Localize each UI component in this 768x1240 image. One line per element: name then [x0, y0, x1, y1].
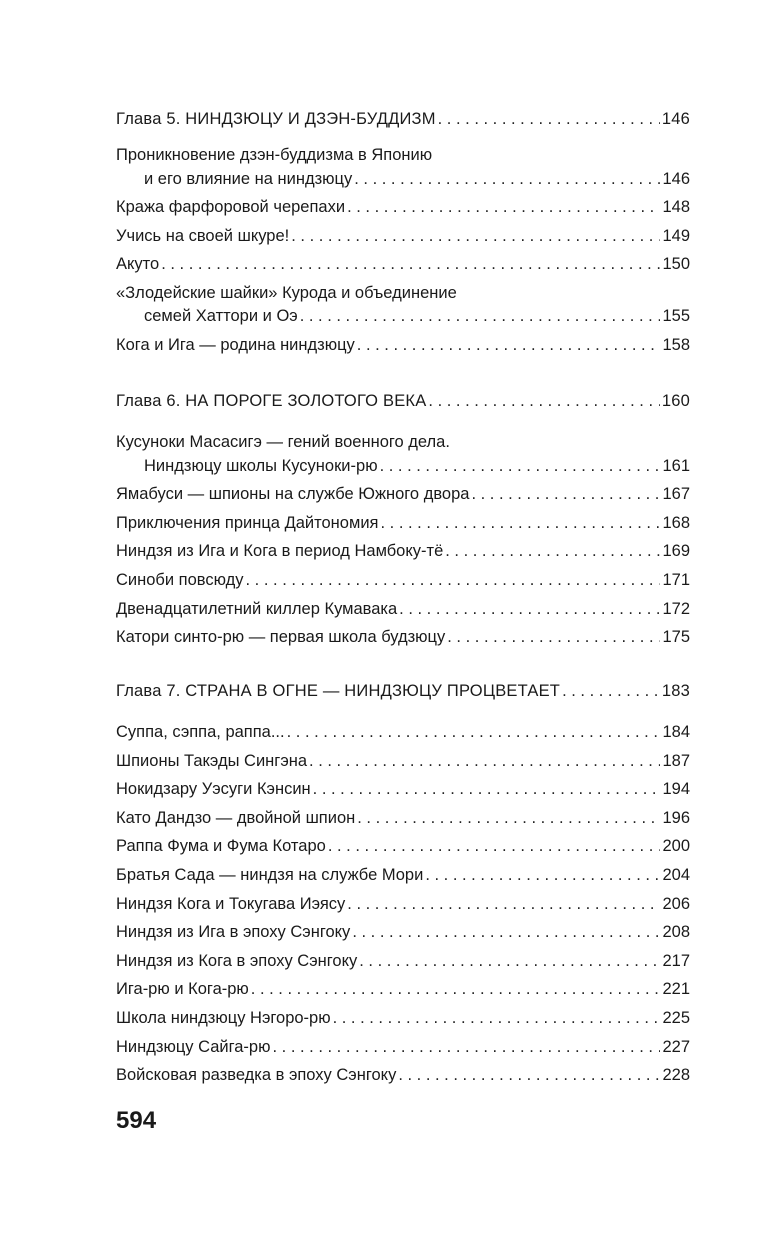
dot-leader — [309, 750, 660, 772]
toc-entry-page: 148 — [662, 198, 690, 217]
toc-entry — [116, 950, 690, 972]
toc-entry-page: 168 — [662, 513, 690, 532]
toc-entry-page: 187 — [662, 751, 690, 770]
dot-leader — [272, 1036, 660, 1058]
toc-entry-title: Ниндзюцу школы Кусуноки-рю — [144, 456, 378, 475]
dot-leader — [161, 253, 660, 275]
chapter-heading-page: 183 — [661, 682, 690, 700]
chapter-heading-page: 160 — [661, 392, 690, 410]
dot-leader — [333, 1007, 661, 1029]
dot-leader — [328, 835, 661, 857]
toc-entry-title: Приключения принца Дайтономия — [116, 513, 379, 532]
toc-entry-title: Ниндзя из Ига и Кога в период Намбоку-тё — [116, 542, 444, 561]
toc-entry-title: Акуто — [116, 255, 160, 274]
toc-entry-page: 200 — [662, 837, 690, 856]
toc-entry-title: и его влияние на ниндзюцу — [144, 169, 353, 188]
toc-entry-page: 158 — [662, 336, 690, 354]
dot-leader — [300, 305, 661, 327]
chapter-heading-title: Глава 7. СТРАНА В ОГНЕ — НИНДЗЮЦУ ПРОЦВЕТАЕТ — [116, 682, 561, 700]
toc-entry-title: Двенадцатилетний киллер Кумавака — [116, 599, 398, 618]
toc-entry-title: Войсковая разведка в эпоху Сэнгоку — [116, 1066, 397, 1085]
toc-entry-title: Ямабуси — шпионы на службе Южного двора — [116, 485, 470, 504]
toc-entry — [116, 864, 690, 886]
toc-entry-page: 208 — [662, 923, 690, 942]
toc-entry — [116, 835, 690, 857]
toc-entry-page: 206 — [662, 894, 690, 913]
toc-entry-title: Ига-рю и Кога-рю — [116, 980, 249, 999]
dot-leader — [357, 334, 661, 356]
chapter-heading-title: Глава 5. НИНДЗЮЦУ И ДЗЭН-БУДДИЗМ — [116, 110, 436, 128]
dot-leader — [428, 390, 659, 412]
toc-entry-page: 228 — [662, 1066, 690, 1085]
chapter-heading-title: Глава 6. НА ПОРОГЕ ЗОЛОТОГО ВЕКА — [116, 392, 427, 410]
toc-entry — [144, 305, 690, 327]
toc-entry-page: 217 — [662, 951, 690, 970]
toc-entry-first-line: Кусуноки Масасигэ — гений военного дела. — [116, 433, 450, 451]
toc-entry-page: 184 — [662, 723, 690, 741]
toc-entry-page: 221 — [662, 980, 690, 999]
toc-entry — [116, 569, 690, 591]
toc-entry — [116, 253, 690, 275]
toc-entry-first-line: Проникновение дзэн-буддизма в Японию — [116, 146, 433, 164]
toc-entry — [116, 512, 690, 534]
toc-entry — [116, 1007, 690, 1029]
toc-entry — [144, 168, 690, 190]
dot-leader — [291, 225, 660, 247]
toc-entry-page: 167 — [662, 485, 690, 504]
dot-leader — [380, 512, 660, 534]
toc-entry — [116, 334, 690, 356]
chapter-heading — [116, 108, 690, 130]
toc-entry — [116, 750, 690, 772]
toc-entry — [116, 483, 690, 505]
dot-leader — [347, 196, 660, 218]
chapter-heading — [116, 680, 690, 702]
toc-entry-first-line: «Злодейские шайки» Курода и объединение — [116, 283, 457, 302]
toc-entry-title: Ниндзя Кога и Токугава Иэясу — [116, 894, 346, 913]
dot-leader — [359, 950, 660, 972]
dot-leader — [445, 540, 660, 562]
page-number: 594 — [116, 1107, 157, 1134]
toc-entry-page: 225 — [662, 1009, 690, 1027]
dot-leader — [425, 864, 660, 886]
chapter-heading-page: 146 — [661, 110, 690, 128]
dot-leader — [380, 455, 661, 477]
toc-entry-page: 227 — [662, 1037, 690, 1056]
toc-entry-title: Катори синто-рю — первая школа будзюцу — [116, 628, 446, 647]
dot-leader — [562, 680, 660, 702]
toc-entry-title: Раппа Фума и Фума Котаро — [116, 837, 326, 856]
toc-entry-page: 196 — [662, 808, 690, 827]
toc-entry-title: Ниндзюцу Сайга-рю — [116, 1037, 271, 1056]
toc-entry-title: семей Хаттори и Оэ — [144, 307, 298, 326]
toc-entry — [116, 978, 690, 1000]
toc-entry-page: 169 — [662, 542, 690, 561]
toc-entry-title: Учись на своей шкуре! — [116, 226, 290, 245]
toc-entry — [116, 921, 690, 943]
toc-entry — [116, 1064, 690, 1086]
toc-entry-page: 146 — [662, 169, 690, 188]
toc-entry — [144, 455, 690, 477]
toc-entry-page: 172 — [662, 599, 690, 618]
toc-entry-page: 194 — [662, 780, 690, 799]
dot-leader — [347, 893, 660, 915]
toc-entry — [116, 893, 690, 915]
dot-leader — [398, 1064, 660, 1086]
toc-entry — [116, 225, 690, 247]
toc-entry-title: Шпионы Такэды Сингэна — [116, 751, 308, 770]
dot-leader — [438, 108, 660, 130]
toc-entry-title: Ниндзя из Кога в эпоху Сэнгоку — [116, 951, 358, 970]
dot-leader — [399, 598, 660, 620]
toc-entry — [116, 807, 690, 829]
toc-entry-page: 161 — [662, 456, 690, 475]
toc-entry-title: Суппа, сэппа, раппа... — [116, 723, 285, 741]
toc-entry-title: Кража фарфоровой черепахи — [116, 198, 346, 217]
toc-entry — [116, 1036, 690, 1058]
dot-leader — [313, 778, 661, 800]
toc-entry — [116, 626, 690, 648]
toc-entry-page: 155 — [662, 307, 690, 326]
toc-entry — [116, 540, 690, 562]
toc-entry-title: Нокидзару Уэсуги Кэнсин — [116, 780, 311, 799]
toc-entry-page: 175 — [662, 628, 690, 647]
toc-entry-page: 150 — [662, 255, 690, 274]
toc-entry-title: Ниндзя из Ига в эпоху Сэнгоку — [116, 923, 351, 942]
dot-leader — [354, 168, 660, 190]
chapter-heading — [116, 390, 690, 412]
toc-entry-page: 204 — [662, 866, 690, 884]
dot-leader — [447, 626, 660, 648]
toc-entry-title: Братья Сада — ниндзя на службе Мори — [116, 866, 424, 884]
toc-entry — [116, 196, 690, 218]
dot-leader — [357, 807, 660, 829]
toc-entry — [116, 721, 690, 743]
dot-leader — [287, 721, 661, 743]
toc-entry-title: Като Дандзо — двойной шпион — [116, 808, 356, 827]
toc-entry — [116, 778, 690, 800]
dot-leader — [352, 921, 660, 943]
toc-entry-title: Школа ниндзюцу Нэгоро-рю — [116, 1009, 331, 1027]
dot-leader — [471, 483, 660, 505]
toc-entry-title: Кога и Ига — родина ниндзюцу — [116, 336, 355, 354]
toc-entry-page: 149 — [662, 226, 690, 245]
toc-entry — [116, 598, 690, 620]
dot-leader — [251, 978, 661, 1000]
toc-entry-page: 171 — [662, 570, 690, 589]
dot-leader — [246, 569, 661, 591]
toc-entry-title: Синоби повсюду — [116, 570, 244, 589]
